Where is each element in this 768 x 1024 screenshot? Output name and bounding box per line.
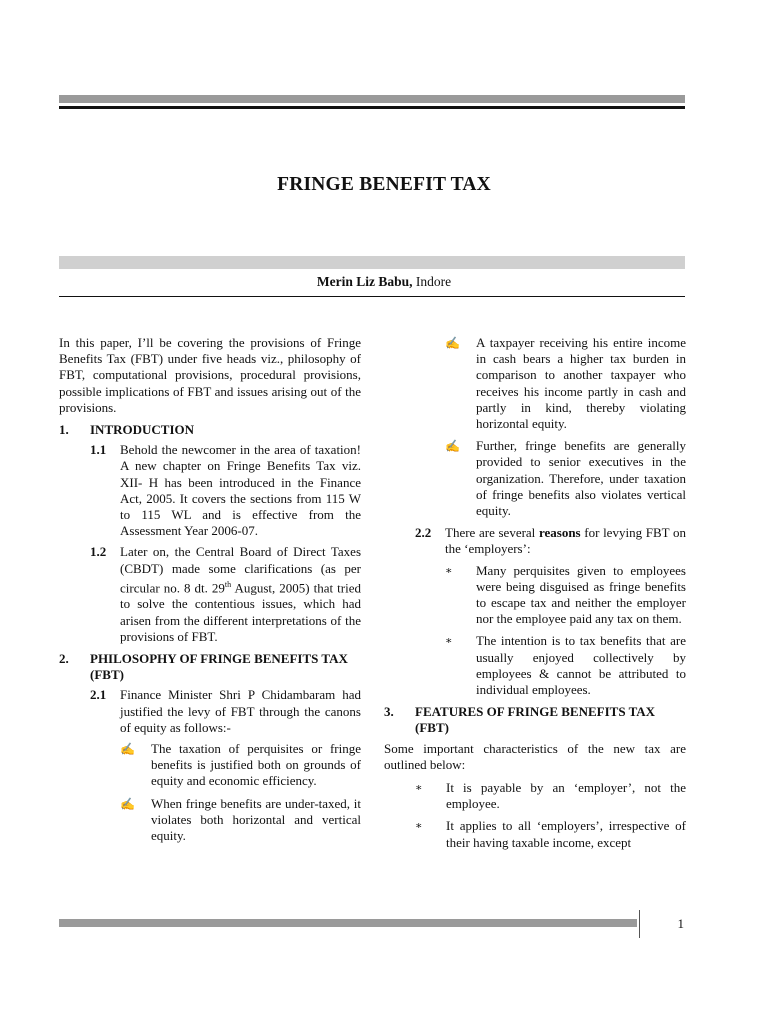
section-2-heading [59, 651, 361, 683]
bullet-item [120, 741, 361, 790]
text-part: There are several [445, 525, 539, 541]
features-intro: Some important characteristics of the new tax are outlined below: [384, 740, 686, 772]
section-title: FEATURES OF FRINGE BENEFITS TAX (FBT) [415, 704, 656, 736]
asterisk-icon: ∗ [415, 782, 423, 795]
intro-paragraph: In this paper, I’ll be covering the provisions of Fringe Benefits Tax (FBT) under five heads viz., philosophy of FBT, computational provisions, procedural provisions, possible implications of FBT and issues arising out of the provisions. [59, 335, 361, 415]
asterisk-icon: ∗ [415, 820, 423, 833]
subsection-number: 1.1 [90, 442, 107, 458]
text-part: for levying FBT on the ‘employers’: [445, 525, 686, 557]
writing-hand-icon: ✍ [445, 336, 460, 350]
writing-hand-icon: ✍ [120, 796, 135, 811]
writing-hand-icon: ✍ [445, 439, 460, 454]
subsection-number: 2.1 [90, 687, 107, 703]
subsection-text: Behold the newcomer in the area of taxation! A new chapter on Fringe Benefits Tax viz. XII- H has been introduced in the Finance Act, 2005. It covers the sections from 115 W to 115 WL and is effective from the Assessment Year 2006-07. [120, 442, 361, 539]
bullet-text: The taxation of perquisites or fringe benefits is justified both on grounds of equity and economic efficiency. [151, 741, 361, 789]
author-location: Indore [415, 274, 452, 289]
page-number: 1 [677, 916, 684, 931]
author-name: Merin Liz Babu, [316, 274, 413, 289]
subsection-number: 2.2 [415, 525, 432, 541]
subsection-number: 1.2 [90, 544, 107, 560]
writing-hand-icon: ✍ [120, 742, 135, 756]
subsection-1-1 [90, 442, 361, 539]
subsection-text [120, 544, 361, 645]
bullet-text: When fringe benefits are under-taxed, it violates both horizontal and vertical equity. [151, 795, 361, 844]
subsection-2-2 [415, 525, 686, 557]
section-1-heading [59, 422, 361, 438]
left-column [59, 335, 361, 850]
header-black-rule [59, 106, 685, 109]
bullet-item [445, 335, 686, 432]
bullet-item [120, 796, 361, 845]
reason-text: The intention is to tax benefits that are usually enjoyed collectively by employees & cannot be attributed to individual employees. [476, 633, 686, 698]
footer-divider [639, 910, 640, 938]
section-title: INTRODUCTION [90, 422, 195, 438]
author-underline [59, 296, 685, 297]
author-line [0, 274, 768, 290]
bullet-text: Further, fringe benefits are generally provided to senior executives in the organization. Therefore, under taxation of fringe benefits also violates vertical equity. [476, 438, 686, 519]
section-number: 3. [384, 704, 394, 720]
section-title: PHILOSOPHY OF FRINGE BENEFITS TAX (FBT) [90, 650, 348, 683]
asterisk-icon: ∗ [445, 564, 453, 577]
header-gray-bar [59, 95, 685, 103]
subsection-2-1 [90, 687, 361, 736]
subsection-text: Finance Minister Shri P Chidambaram had justified the levy of FBT through the canons of equity as follows:- [120, 687, 361, 735]
bullet-item [445, 438, 686, 519]
section-number: 1. [59, 422, 69, 438]
reason-item [445, 563, 686, 628]
subsection-1-2 [90, 544, 361, 645]
bold-text: reasons [538, 525, 581, 541]
bullet-text: A taxpayer receiving his entire income in cash bears a higher tax burden in comparison to another taxpayer who receives his income partly in cash and partly in kind, thereby violating horizontal equity. [476, 335, 686, 432]
feature-text: It applies to all ‘employers’, irrespective of their having taxable income, except [446, 818, 686, 850]
subsection-text [445, 525, 686, 557]
section-number: 2. [59, 650, 69, 666]
reason-text: Many perquisites given to employees were being disguised as fringe benefits to escape tax and neither the employer nor the employee paid any tax on them. [476, 562, 686, 627]
right-column [384, 335, 686, 857]
section-3-heading [384, 704, 686, 736]
superscript: th [224, 579, 232, 589]
text-part: August, 2005) that tried to solve the contentious issues, which had arisen from the different interpretations of the provisions of FBT. [120, 580, 361, 644]
author-gray-bar [59, 256, 685, 269]
feature-text: It is payable by an ‘employer’, not the employee. [446, 780, 686, 812]
paper-title: FRINGE BENEFIT TAX [277, 174, 491, 195]
footer-gray-bar [59, 919, 637, 927]
feature-item [415, 818, 686, 850]
text-part: Later on, the Central Board of Direct Taxes (CBDT) made some clarifications (as per circular no. 8 dt. 29 [120, 544, 361, 596]
feature-item [415, 780, 686, 812]
asterisk-icon: ∗ [445, 635, 453, 648]
reason-item [445, 633, 686, 698]
